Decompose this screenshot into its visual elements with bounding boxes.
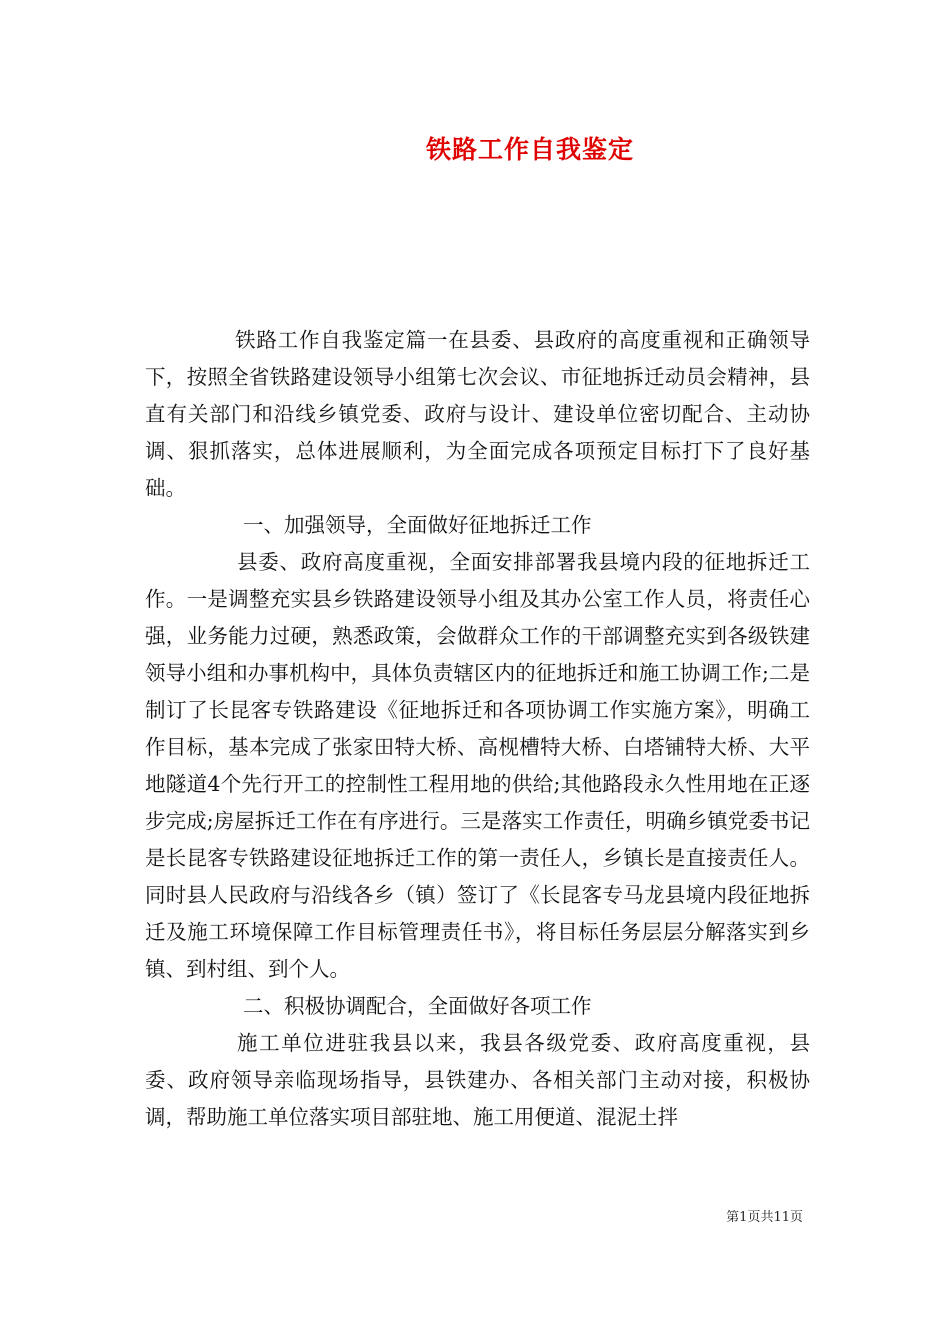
document-body xyxy=(145,322,810,1136)
section-heading-2: 二、积极协调配合，全面做好各项工作 xyxy=(243,994,592,1018)
page-number-footer: 第1页共11页 xyxy=(726,1210,803,1225)
paragraph-section-1: 县委、政府高度重视，全面安排部署我县境内段的征地拆迁工作。一是调整充实县乡铁路建设领导小组及其办公室工作人员，将责任心强，业务能力过硬，熟悉政策，会做群众工作的干部调整充实到各级铁建领导小组和办事机构中，具体负责辖区内的征地拆迁和施工协调工作;二是制订了长昆客专铁路建设《征地拆迁和各项协调工作实施方案》，明确工作目标，基本完成了张家田特大桥、高枧槽特大桥、白塔铺特大桥、大平地隧道4个先行开工的控制性工程用地的供给;其他路段永久性用地在正逐步完成;房屋拆迁工作在有序进行。三是落实工作责任，明确乡镇党委书记是长昆客专铁路建设征地拆迁工作的第一责任人，乡镇长是直接责任人。同时县人民政府与沿线各乡（镇）签订了《长昆客专马龙县境内段征地拆迁及施工环境保障工作目标管理责任书》，将目标任务层层分解落实到乡镇、到村组、到个人。 xyxy=(145,550,810,981)
document-title: 铁路工作自我鉴定 xyxy=(425,135,634,164)
section-heading-1: 一、加强领导，全面做好征地拆迁工作 xyxy=(243,513,592,537)
paragraph-section-2: 施工单位进驻我县以来，我县各级党委、政府高度重视，县委、政府领导亲临现场指导，县铁建办、各相关部门主动对接，积极协调，帮助施工单位落实项目部驻地、施工用便道、混泥土拌 xyxy=(145,1031,810,1129)
paragraph-intro: 铁路工作自我鉴定篇一在县委、县政府的高度重视和正确领导下，按照全省铁路建设领导小组第七次会议、市征地拆迁动员会精神，县直有关部门和沿线乡镇党委、政府与设计、建设单位密切配合、主动协调、狠抓落实，总体进展顺利，为全面完成各项预定目标打下了良好基础。 xyxy=(145,328,810,500)
